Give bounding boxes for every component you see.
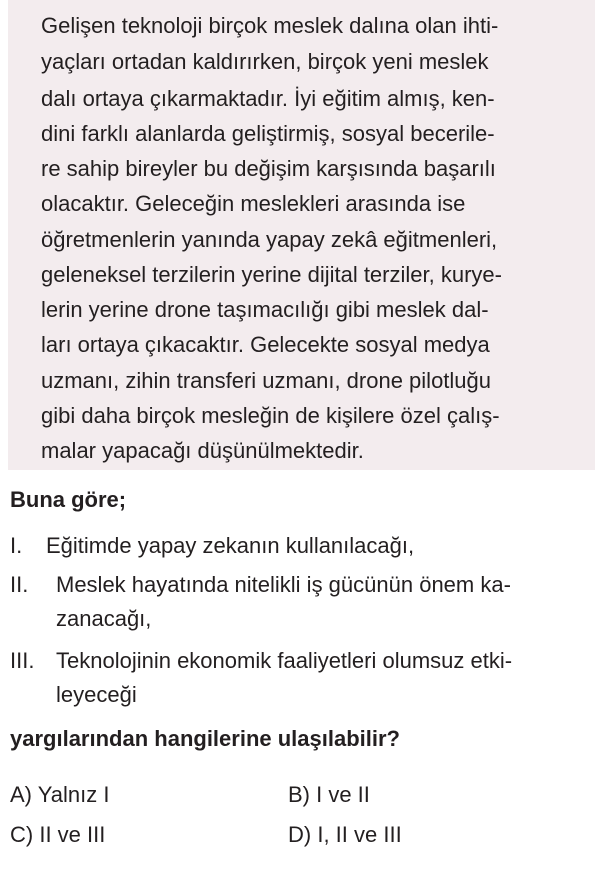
passage-line: öğretmenlerin yanında yapay zekâ eğitmenleri, (41, 227, 498, 252)
statement-text: Teknolojinin ekonomik faaliyetleri olumsuz etki- (56, 648, 513, 673)
passage-line: malar yapacağı düşünülmektedir. (41, 438, 364, 463)
passage-line: ları ortaya çıkacaktır. Gelecekte sosyal medya (41, 332, 490, 357)
passage-line: gibi daha birçok mesleğin de kişilere özel çalış- (41, 403, 500, 428)
passage-line: lerin yerine drone taşımacılığı gibi meslek dal- (41, 297, 489, 322)
statement-1 (10, 533, 414, 559)
passage-line: re sahip bireyler bu değişim karşısında başarılı (41, 156, 496, 181)
passage-box (8, 0, 595, 470)
passage-line: dini farklı alanlarda geliştirmiş, sosyal becerile- (41, 121, 495, 146)
statement-numeral: III. (10, 648, 35, 673)
statement-numeral: I. (10, 533, 23, 558)
statement-2-continuation: zanacağı, (56, 606, 152, 631)
statement-2 (10, 572, 511, 598)
option-a[interactable]: A) Yalnız I (10, 782, 110, 807)
passage-line: dalı ortaya çıkarmaktadır. İyi eğitim almış, ken- (41, 86, 495, 111)
question-stem: yargılarından hangilerine ulaşılabilir? (10, 726, 400, 751)
question-intro: Buna göre; (10, 487, 127, 512)
option-c[interactable]: C) II ve III (10, 822, 106, 847)
passage-line: Gelişen teknoloji birçok meslek dalına olan ihti- (41, 13, 499, 38)
statement-3-continuation: leyeceği (56, 682, 137, 707)
passage-line: geleneksel terzilerin yerine dijital terziler, kurye- (41, 262, 502, 287)
statement-numeral: II. (10, 572, 29, 597)
passage-line: yaçları ortadan kaldırırken, birçok yeni meslek (41, 49, 489, 74)
statement-text: Eğitimde yapay zekanın kullanılacağı, (46, 533, 415, 558)
statement-text: Meslek hayatında nitelikli iş gücünün önem ka- (56, 572, 511, 597)
passage-line: uzmanı, zihin transferi uzmanı, drone pilotluğu (41, 368, 492, 393)
statement-3 (10, 648, 512, 674)
passage-line: olacaktır. Geleceğin meslekleri arasında ise (41, 191, 466, 216)
option-d[interactable]: D) I, II ve III (288, 822, 402, 847)
option-b[interactable]: B) I ve II (288, 782, 370, 807)
